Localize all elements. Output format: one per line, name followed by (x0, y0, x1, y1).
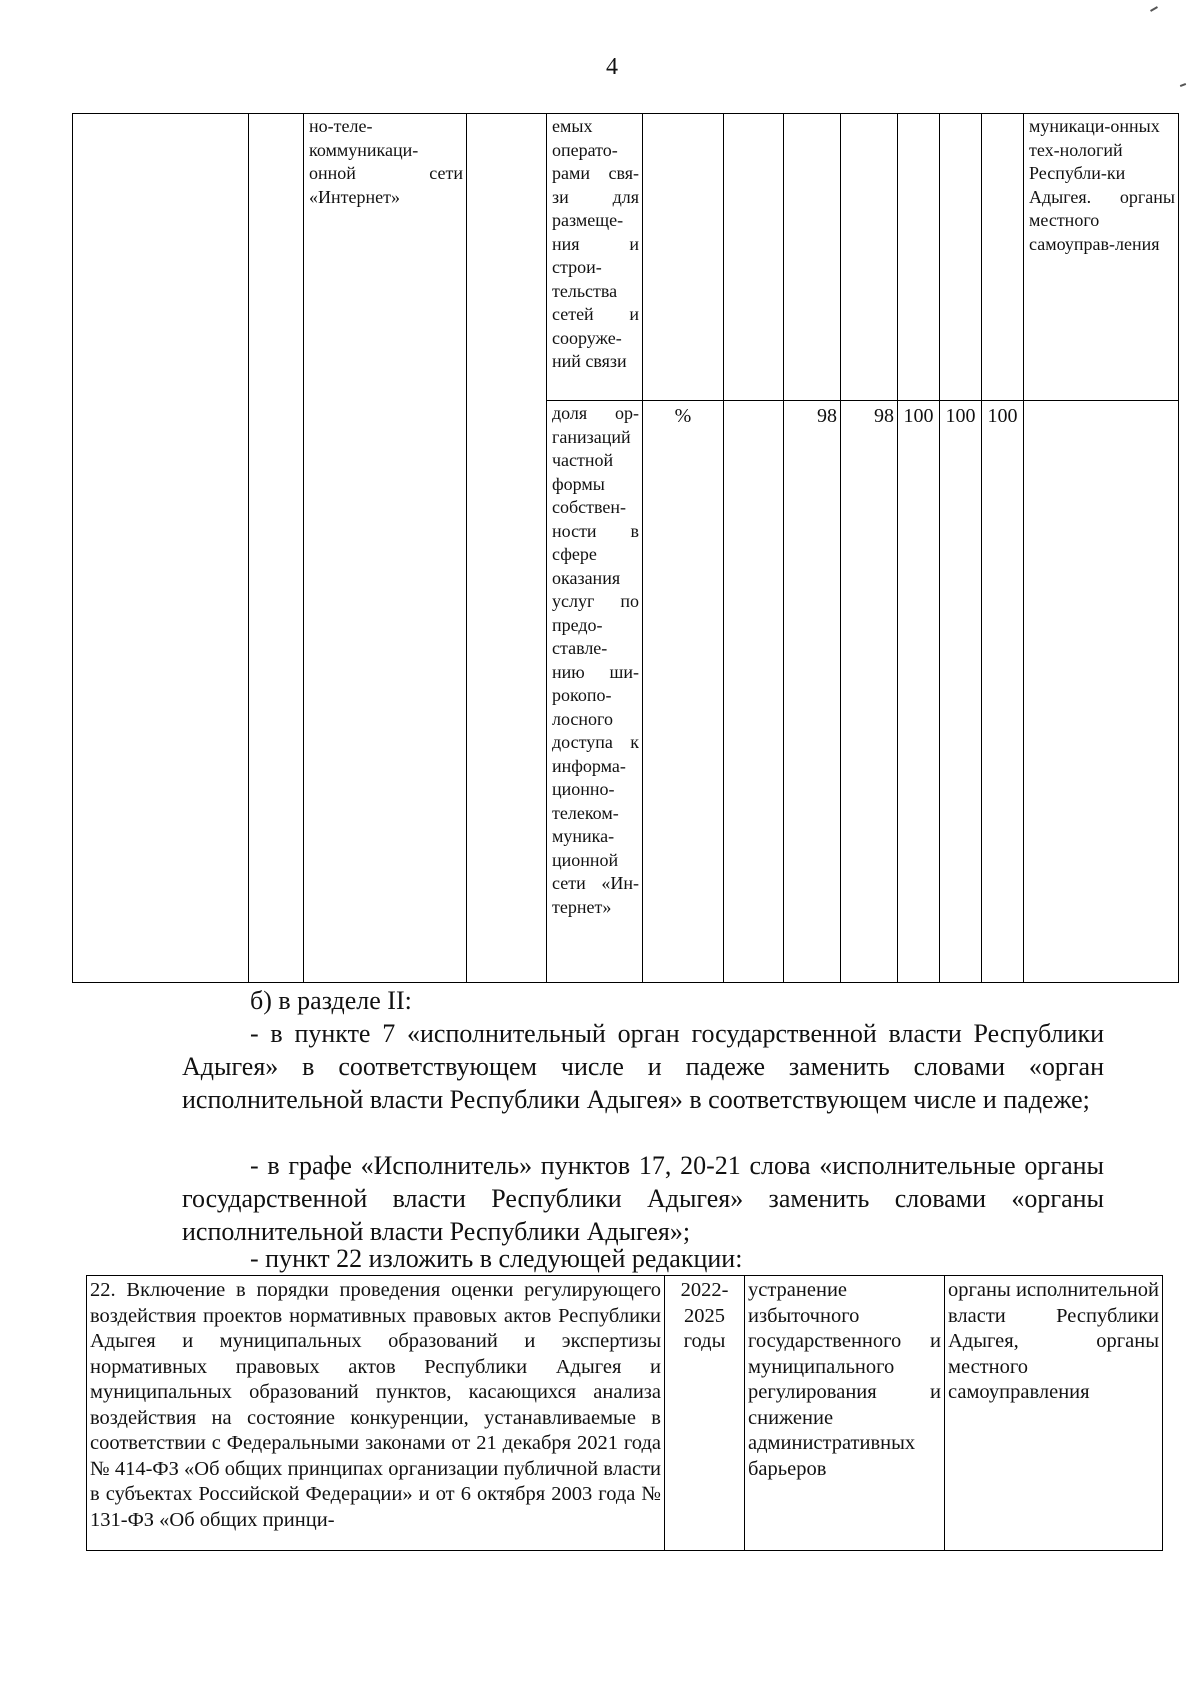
cell-empty (724, 114, 784, 401)
executor-cell: органы исполнительной власти Республики Адыгея, органы местного самоуправления (945, 1276, 1163, 1551)
unit-cell: % (643, 401, 724, 983)
result-cell: устранение избыточного государственного и муниципального регулирования и снижение административных барьеров (745, 1276, 945, 1551)
page-number: 4 (606, 54, 618, 80)
cell-empty (1024, 401, 1179, 983)
value-cell: 98 (784, 401, 841, 983)
indicator-cell: емых операто-рами свя-зи для размеще-ния и строи-тельства сетей и сооруже-ний связи (547, 114, 643, 401)
amendment-item: - в графе «Исполнитель» пунктов 17, 20-21 слова «исполнительные органы государственной власти Республики Адыгея» заменить словами «органы исполнительной власти Республики Адыгея»; (182, 1151, 1104, 1246)
cell-empty (898, 114, 940, 401)
amendment-item: - в пункте 7 «исполнительный орган государственной власти Республики Адыгея» в соответствующем числе и падеже заменить словами «орган исполнительной власти Республики Адыгея» в соответствующем числе и падеже; (182, 1019, 1104, 1114)
indicators-table-continuation (72, 113, 1179, 983)
cell-empty (841, 114, 898, 401)
cell-empty (784, 114, 841, 401)
value-cell: 100 (898, 401, 940, 983)
indicator-cell: доля ор-ганизаций частной формы собствен-ности в сфере оказания услуг по предо-ставле-нию ши-рокопо-лосного доступа к информа-ционно-телеком-муника-ционной сети «Ин-тернет» (547, 401, 643, 983)
cell-empty (982, 114, 1024, 401)
cell-empty (643, 114, 724, 401)
section-heading: б) в разделе II: (250, 986, 412, 1015)
scan-mark (1150, 6, 1158, 12)
cell-empty (249, 114, 304, 983)
cell-empty (940, 114, 982, 401)
measure-text-cell: но-теле-коммуникаци-онной сети «Интернет» (304, 114, 467, 983)
value-cell: 100 (982, 401, 1024, 983)
responsible-cell: муникаци-онных тех-нологий Республи-ки Адыгея. органы местного самоуправ-ления (1024, 114, 1179, 401)
measures-table (86, 1275, 1163, 1551)
years-cell: 2022-2025 годы (665, 1276, 745, 1551)
value-cell: 98 (841, 401, 898, 983)
cell-empty (467, 114, 547, 983)
cell-empty (724, 401, 784, 983)
scan-mark (1180, 83, 1186, 87)
measure-cell: 22. Включение в порядки проведения оценки регулирующего воздействия проектов нормативных правовых актов Республики Адыгея и муниципальных образований и экспертизы нормативных правовых актов Республики Адыгея и муниципальных образований пунктов, касающихся анализа воздействия на состояние конкуренции, устанавливаемые в соответствии с Федеральными законами от 21 декабря 2021 года № 414-ФЗ «Об общих принципах организации публичной власти в субъектах Российской Федерации» и от 6 октября 2003 года № 131-ФЗ «Об общих принци- (87, 1276, 665, 1551)
value-cell: 100 (940, 401, 982, 983)
amendment-item: - пункт 22 изложить в следующей редакции: (250, 1244, 743, 1273)
cell-empty (73, 114, 249, 983)
